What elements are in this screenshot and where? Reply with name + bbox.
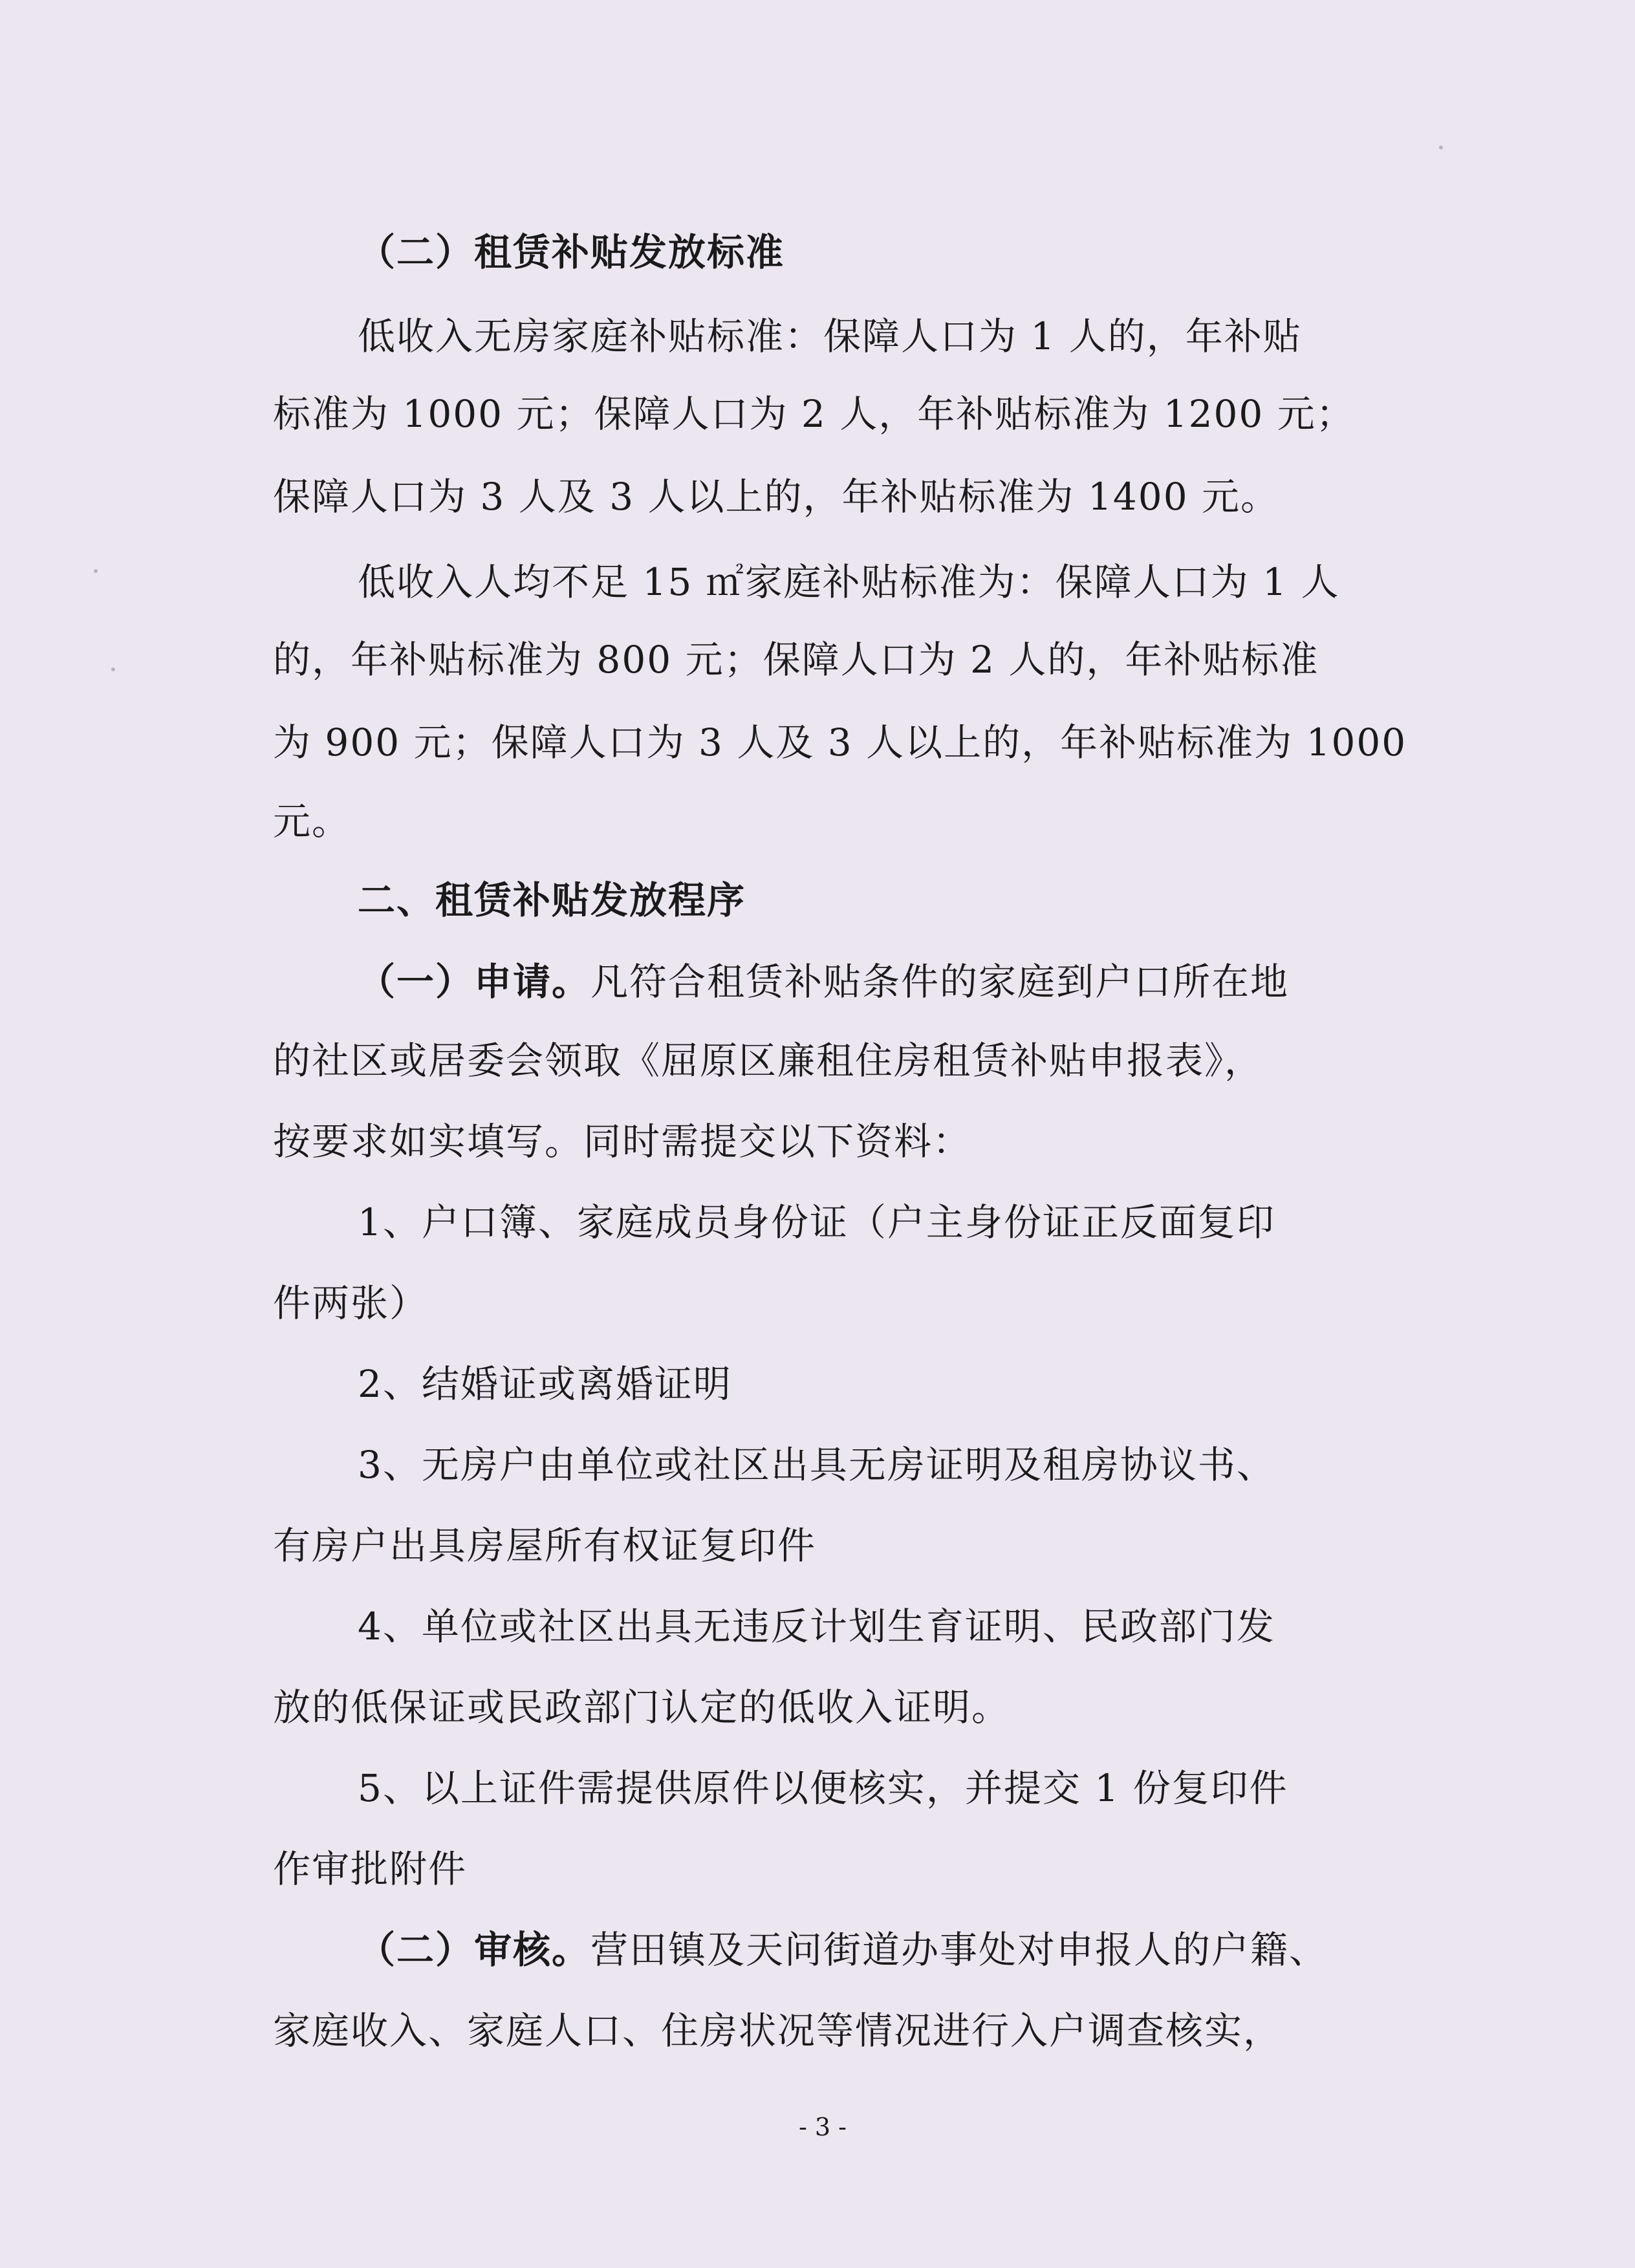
item-3-line-1: 3、无房户由单位或社区出具无房证明及租房协议书、 (358, 1443, 1275, 1487)
scan-speck (94, 569, 98, 573)
review-line-1-text: 营田镇及天问街道办事处对申报人的户籍、 (590, 1928, 1328, 1972)
review-line-1 (358, 1924, 1328, 1976)
review-line-2: 家庭收入、家庭人口、住房状况等情况进行入户调查核实， (273, 2009, 1283, 2053)
paragraph-1-line-1: 低收入无房家庭补贴标准：保障人口为 1 人的，年补贴 (358, 314, 1302, 358)
paragraph-1-line-3: 保障人口为 3 人及 3 人以上的，年补贴标准为 1400 元。 (273, 475, 1280, 519)
application-line-1 (358, 956, 1289, 1008)
item-1-line-2: 件两张） (273, 1281, 429, 1325)
paragraph-1-line-2: 标准为 1000 元；保障人口为 2 人，年补贴标准为 1200 元； (273, 392, 1355, 436)
paragraph-2-line-2: 的，年补贴标准为 800 元；保障人口为 2 人的，年补贴标准 (273, 638, 1319, 682)
scan-speck (111, 667, 115, 671)
application-line-2: 的社区或居委会领取《屈原区廉租住房租赁补贴申报表》， (273, 1039, 1264, 1083)
application-label: （一）申请。 (358, 960, 591, 1004)
paragraph-2-line-3: 为 900 元；保障人口为 3 人及 3 人以上的，年补贴标准为 1000 (273, 720, 1407, 764)
item-5-line-1: 5、以上证件需提供原件以便核实，并提交 1 份复印件 (358, 1766, 1288, 1810)
item-4-line-2: 放的低保证或民政部门认定的低收入证明。 (273, 1685, 1011, 1729)
item-2: 2、结婚证或离婚证明 (358, 1362, 732, 1406)
review-label: （二）审核。 (358, 1928, 591, 1972)
item-3-line-2: 有房户出具房屋所有权证复印件 (273, 1524, 817, 1568)
paragraph-2-line-4: 元。 (273, 799, 351, 843)
scan-speck (1439, 146, 1443, 149)
paragraph-2-line-1: 低收入人均不足 15 ㎡家庭补贴标准为：保障人口为 1 人 (358, 560, 1340, 604)
item-4-line-1: 4、单位或社区出具无违反计划生育证明、民政部门发 (358, 1604, 1275, 1648)
application-line-1-text: 凡符合租赁补贴条件的家庭到户口所在地 (590, 960, 1290, 1004)
section-two-heading: 二、租赁补贴发放程序 (358, 878, 746, 922)
item-5-line-2: 作审批附件 (273, 1847, 468, 1891)
item-1-line-1: 1、户口簿、家庭成员身份证（户主身份证正反面复印 (358, 1200, 1275, 1244)
application-line-3: 按要求如实填写。同时需提交以下资料： (273, 1119, 972, 1163)
page-number: - 3 - (799, 2113, 847, 2141)
section-heading-rental-subsidy-standard: （二）租赁补贴发放标准 (358, 230, 785, 274)
